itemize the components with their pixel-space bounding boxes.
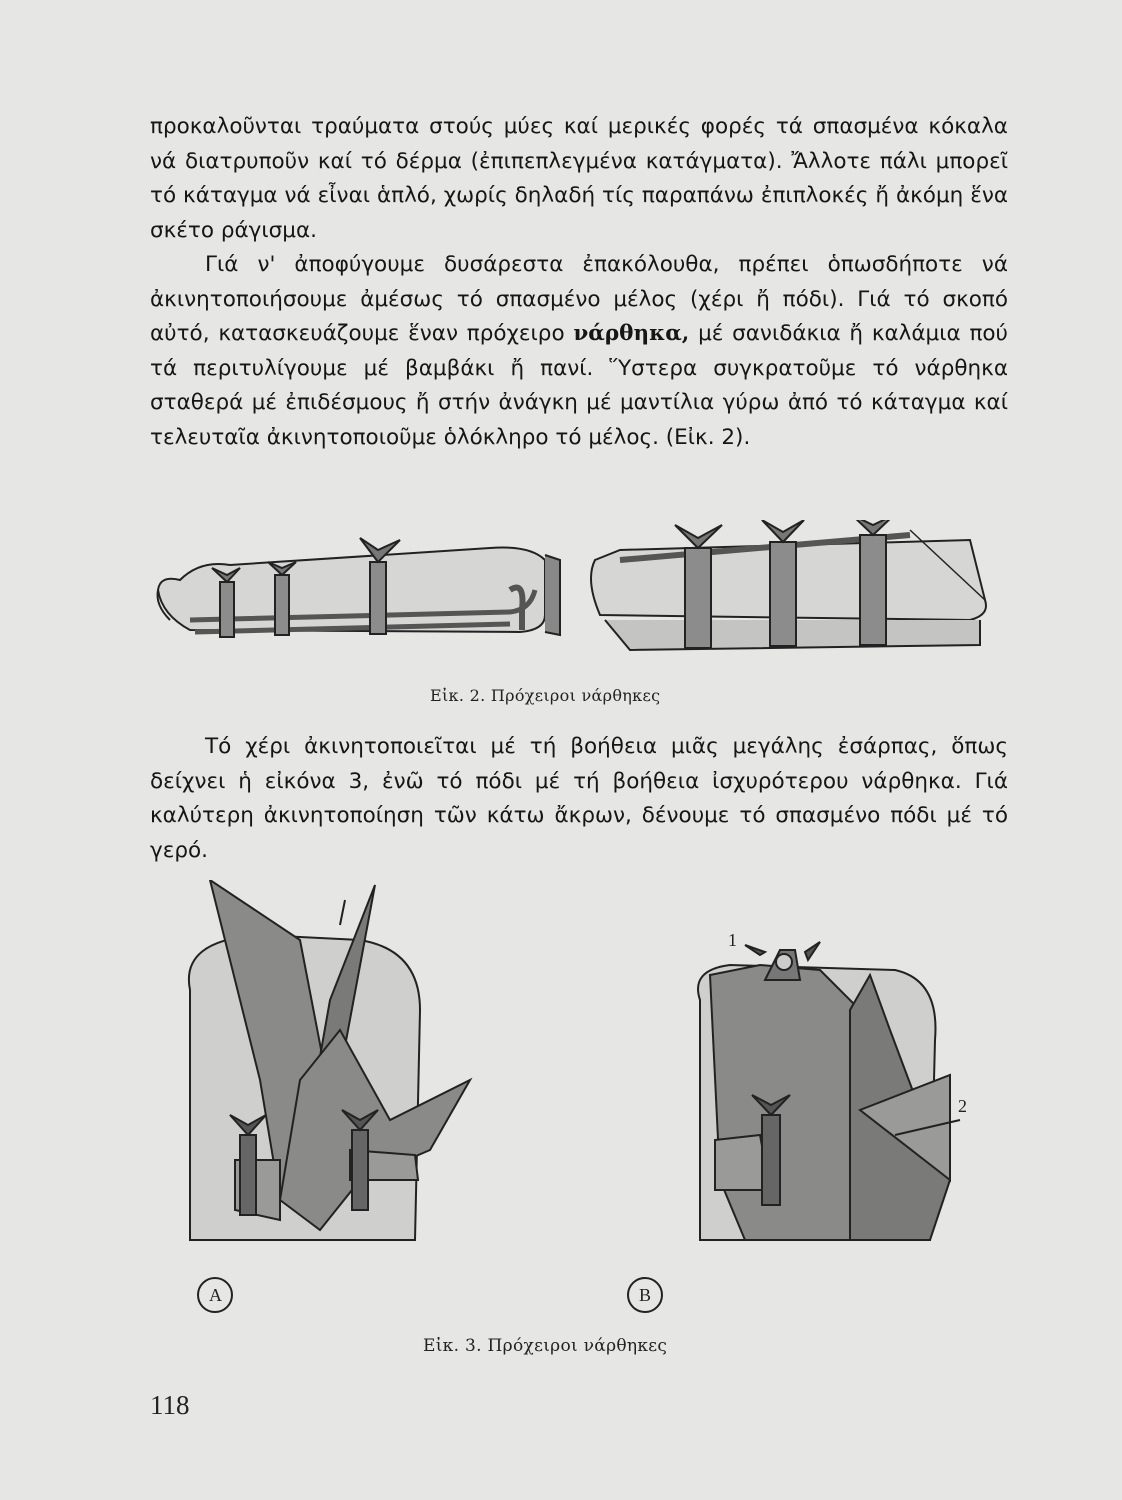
figure-3-caption: Εἰκ. 3. Πρόχειροι νάρθηκες [423, 1336, 668, 1356]
figure-2-leg-splints [150, 520, 1000, 680]
paragraph-arm-sling: Τό χέρι ἀκινητοποιεῖται μέ τή βοήθεια μιᾶς μεγάλης ἐσάρπας, ὅπως δείχνει ἡ εἰκόνα 3, ἐνῶ τό πόδι μέ τή βοήθεια ἰσχυρότερου νάρθηκα. Γιά καλύτερη ἀκινητοποίηση τῶν κάτω ἄκρων, δένουμε τό σπασμένο πόδι μέ τό γερό. [150, 734, 1008, 863]
paragraph-splint: Γιά ν' ἀποφύγουμε δυσάρεστα ἐπακόλουθα, πρέπει ὁπωσδήποτε νά ἀκινητοποιήσουμε ἀμέσως τό σπασμένο μέλος (χέρι ἤ πόδι). Γιά τό σκοπό αὐτό, κατασκευάζουμε ἕναν πρόχειρο νάρθηκα, μέ σανιδάκια ἤ καλάμια πού τά περιτυλίγουμε μέ βαμβάκι ἤ πανί. Ὕστερα συγκρατοῦμε τό νάρθηκα σταθερά μέ ἐπιδέσμους ἤ στήν ἀνάγκη μέ μαντίλια γύρω ἀπό τό κάταγμα καί τελευταῖα ἀκινητοποιοῦμε ὁλόκληρο τό μέλος. (Εἰκ. 2). [150, 252, 1008, 450]
paragraph-fractures: προκαλοῦνται τραύματα στούς μύες καί μερικές φορές τά σπασμένα κόκαλα νά διατρυποῦν καί τό δέρμα (ἐπιπεπλεγμένα κατάγματα). Ἄλλοτε πάλι μπορεῖ τό κάταγμα νά εἶναι ἁπλό, χωρίς δηλαδή τίς παραπάνω ἐπιπλοκές ἤ ἀκόμη ἕνα σκέτο ράγισμα. [150, 114, 1008, 243]
page-number: 118 [150, 1390, 190, 1420]
figure-3-arm-slings [160, 880, 1000, 1330]
figure-3-step-2: 2 [958, 1096, 967, 1116]
bold-term-splint: νάρθηκα, [573, 321, 690, 346]
figure-3-step-1: 1 [728, 930, 737, 950]
figure-3-label-a: A [209, 1285, 222, 1305]
figure-3-label-b: B [639, 1285, 652, 1305]
figure-2-caption: Εἰκ. 2. Πρόχειροι νάρθηκες [430, 686, 661, 705]
